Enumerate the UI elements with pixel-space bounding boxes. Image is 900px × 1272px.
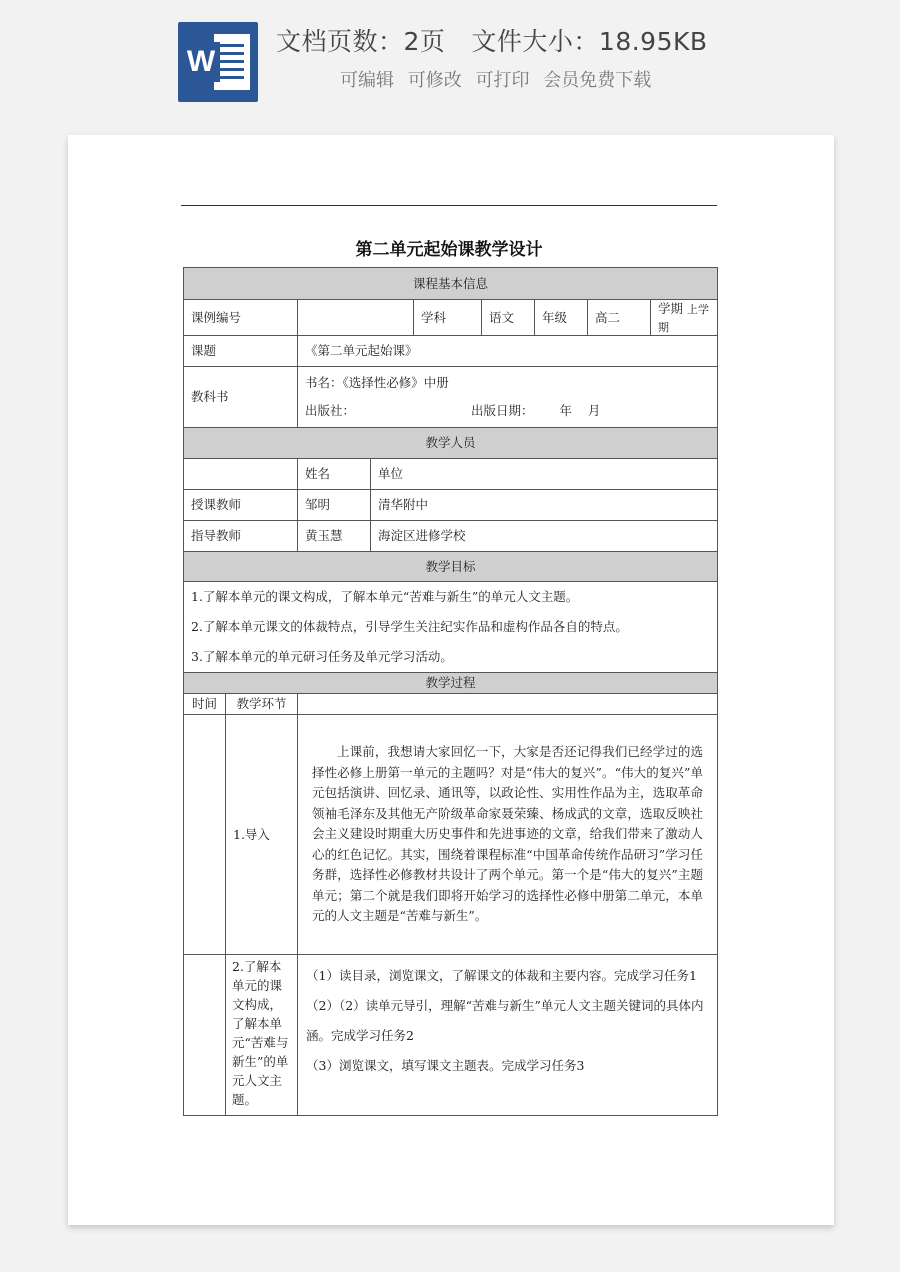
section-staff bbox=[184, 428, 718, 459]
pub-date-ym: 年 月 bbox=[559, 403, 601, 418]
feature-list bbox=[340, 66, 659, 92]
subject-label: 学科 bbox=[414, 300, 482, 336]
word-letter: W bbox=[182, 42, 220, 82]
step-name: 2.了解本单元的课文构成，了解本单元“苦难与新生”的单元人文主题。 bbox=[226, 955, 298, 1116]
col-name: 姓名 bbox=[298, 459, 371, 490]
grade-label: 年级 bbox=[535, 300, 588, 336]
staff-role: 指导教师 bbox=[184, 521, 298, 552]
document-title: 第二单元起始课教学设计 bbox=[355, 240, 543, 260]
step-name: 1.导入 bbox=[226, 715, 298, 955]
section-header: 课程基本信息 bbox=[184, 268, 718, 300]
feature-printable: 可打印 bbox=[475, 70, 530, 91]
term-cell bbox=[651, 300, 718, 336]
staff-name: 黄玉慧 bbox=[298, 521, 371, 552]
textbook-info bbox=[298, 367, 718, 428]
topic-row bbox=[184, 336, 718, 367]
col-unit: 单位 bbox=[371, 459, 718, 490]
grade-value: 高二 bbox=[588, 300, 651, 336]
step-item: （1）读目录，浏览课文，了解课文的体裁和主要内容。完成学习任务1 bbox=[306, 968, 697, 983]
feature-editable: 可编辑 bbox=[340, 70, 394, 91]
publisher-line bbox=[305, 397, 710, 425]
download-banner bbox=[0, 0, 900, 130]
staff-role: 授课教师 bbox=[184, 490, 298, 521]
staff-row bbox=[184, 521, 718, 552]
word-document-icon bbox=[178, 22, 258, 102]
section-header: 教学人员 bbox=[184, 428, 718, 459]
section-process bbox=[184, 673, 718, 694]
textbook-row bbox=[184, 367, 718, 428]
topic-label: 课题 bbox=[184, 336, 298, 367]
section-header: 教学过程 bbox=[184, 673, 718, 694]
basic-info-row bbox=[184, 300, 718, 336]
lesson-id-value bbox=[298, 300, 414, 336]
file-info bbox=[276, 22, 736, 58]
term-value: 上学期 bbox=[658, 303, 709, 334]
col-time: 时间 bbox=[184, 694, 226, 715]
textbook-label: 教科书 bbox=[184, 367, 298, 428]
staff-row bbox=[184, 490, 718, 521]
lesson-plan-table bbox=[183, 267, 718, 1116]
term-label: 学期 bbox=[658, 301, 684, 316]
process-header-row bbox=[184, 694, 718, 715]
lesson-id-label: 课例编号 bbox=[184, 300, 298, 336]
process-step-row bbox=[184, 715, 718, 955]
staff-header-row bbox=[184, 459, 718, 490]
file-size: 文件大小：18.95KB bbox=[471, 27, 708, 56]
step-item: （2）（2）读单元导引，理解“苦难与新生”单元人文主题关键词的具体内涵。完成学习任务2 bbox=[306, 998, 704, 1043]
goals-row bbox=[184, 582, 718, 673]
book-name: 书名：《选择性必修》中册 bbox=[305, 375, 449, 390]
page-count: 文档页数：2页 bbox=[276, 27, 446, 56]
goals-list bbox=[184, 582, 718, 673]
step-item: （3）浏览课文，填写课文主题表。完成学习任务3 bbox=[306, 1058, 585, 1073]
section-basic-info bbox=[184, 268, 718, 300]
feature-member-download: 会员免费下载 bbox=[543, 70, 652, 91]
col-step: 教学环节 bbox=[226, 694, 298, 715]
document-page bbox=[68, 135, 834, 1225]
subject-value: 语文 bbox=[482, 300, 535, 336]
staff-unit: 海淀区进修学校 bbox=[371, 521, 718, 552]
intro-paragraph: 上课前，我想请大家回忆一下，大家是否还记得我们已经学过的选择性必修上册第一单元的主题吗？对是“伟大的复兴”。“伟大的复兴”单元包括演讲、回忆录、通讯等，以政论性、实用性作品为主，选取革命领袖毛泽东及其他无产阶级革命家聂荣臻、杨成武的文章，选取反映社会主义建设时期重大历史事件和先进事迹的文章，给我们带来了激动人心的红色记忆。其实，围绕着课程标准“中国革命传统作品研习”学习任务群，选择性必修教材共设计了两个单元。第一个是“伟大的复兴”主题单元；第二个就是我们即将开始学习的选择性必修中册第二单元，本单元的人文主题是“苦难与新生”。 bbox=[312, 744, 704, 924]
goal-item: 3.了解本单元的单元研习任务及单元学习活动。 bbox=[191, 649, 453, 664]
pub-date-label: 出版日期： bbox=[471, 403, 534, 418]
staff-name: 邹明 bbox=[298, 490, 371, 521]
goal-item: 2.了解本单元课文的体裁特点，引导学生关注纪实作品和虚构作品各自的特点。 bbox=[191, 619, 628, 634]
topic-value: 《第二单元起始课》 bbox=[298, 336, 718, 367]
step-content bbox=[298, 955, 718, 1116]
header-rule bbox=[181, 205, 717, 206]
publisher-label: 出版社： bbox=[305, 403, 356, 418]
staff-unit: 清华附中 bbox=[371, 490, 718, 521]
step-content bbox=[298, 715, 718, 955]
feature-modifiable: 可修改 bbox=[407, 70, 462, 91]
goal-item: 1.了解本单元的课文构成，了解本单元“苦难与新生”的单元人文主题。 bbox=[191, 589, 579, 604]
section-header: 教学目标 bbox=[184, 552, 718, 582]
process-step-row bbox=[184, 955, 718, 1116]
section-goals bbox=[184, 552, 718, 582]
